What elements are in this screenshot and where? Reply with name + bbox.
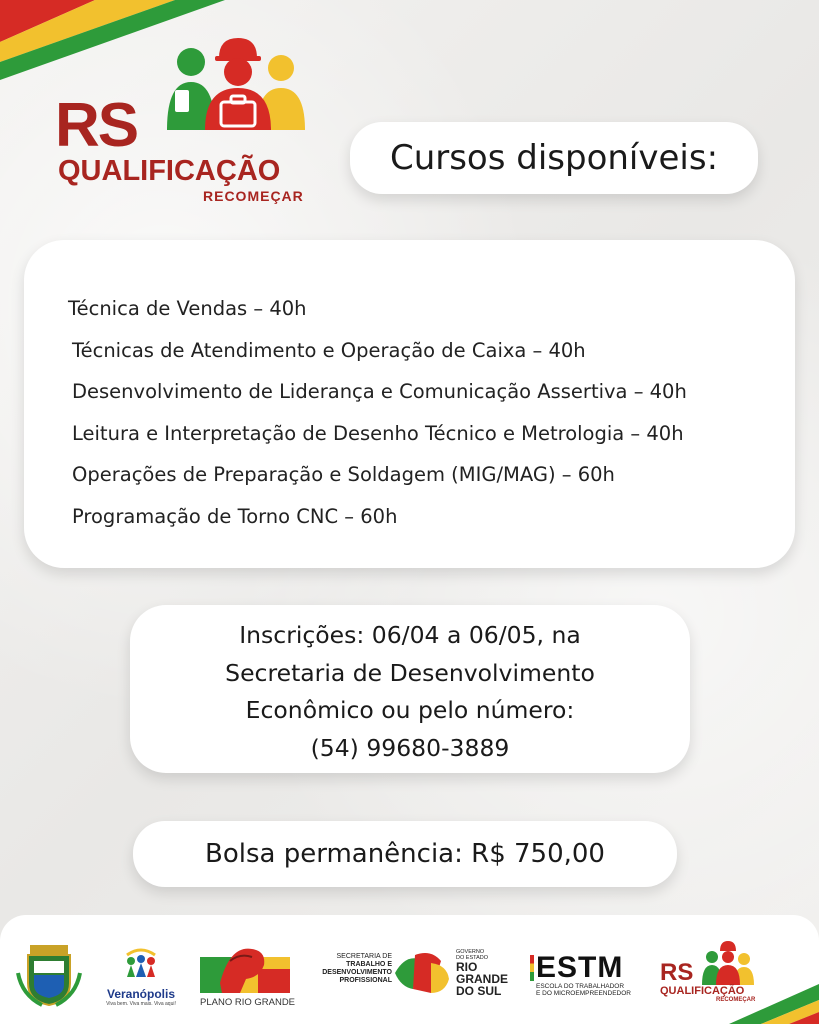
footer-sponsors [0,915,819,1024]
governo-rs-logo [456,949,508,997]
signup-phone: (54) 99680-3889 [310,733,510,762]
governo-big-line: GRANDE [456,972,509,986]
page-title: Cursos disponíveis: [389,138,719,178]
estm-logo [530,953,640,997]
governo-big-line: DO SUL [456,984,502,998]
estm-text: ESTM [536,951,624,984]
handshake-fist-icon [200,939,290,995]
course-item: Técnica de Vendas – 40h [68,297,307,320]
secretaria-trabalho-logo [322,953,392,985]
signup-line: Inscrições: 06/04 a 06/05, na [239,621,581,649]
municipal-coat-of-arms-icon [16,943,82,1009]
rs-government-mark-icon [395,949,449,997]
signup-line: Econômico ou pelo número: [245,696,575,724]
estm-title [530,953,640,983]
logo-recomecar-text: RECOMEÇAR [203,188,304,204]
bolsa-card [133,821,677,887]
secretaria-line: SECRETARIA DE [336,953,392,960]
plano-label: PLANO RIO GRANDE [200,997,296,1008]
governo-small-line: DO ESTADO [456,955,488,961]
course-item: Programação de Torno CNC – 60h [72,504,398,528]
logo-qualificacao-text: QUALIFICAÇÃO [58,155,281,187]
veranopolis-tagline: Viva bem. Viva mais. Viva aqui! [106,1001,176,1007]
governo-small-line: GOVERNO [456,949,485,955]
veranopolis-people-icon [121,945,161,979]
signup-line: Secretaria de Desenvolvimento [225,658,595,687]
courses-list [68,288,687,537]
rs-qualificacao-logo [55,30,325,215]
estm-subtitle: E DO MICROEMPREENDEDOR [536,990,631,997]
course-item: Operações de Preparação e Soldagem (MIG/MAG) – 60h [72,463,615,486]
course-item: Desenvolvimento de Liderança e Comunicação Assertiva – 40h [72,380,687,403]
veranopolis-logo [105,945,177,1015]
workers-icon [153,30,323,130]
governo-big-line: RIO [456,960,478,974]
signup-card [130,605,690,773]
small-logo-recomecar: RECOMEÇAR [716,997,756,1003]
secretaria-line: TRABALHO E [346,961,392,968]
title-pill [350,122,758,194]
estm-subtitle: ESCOLA DO TRABALHADOR [536,983,625,990]
small-logo-rs: RS [660,959,694,986]
courses-card [24,240,795,568]
secretaria-line: DESENVOLVIMENTO [322,969,392,976]
estm-flag-bar [530,955,534,981]
logo-rs-text: RS [55,91,138,160]
veranopolis-name: Veranópolis [106,987,176,1001]
course-item: Leitura e Interpretação de Desenho Técnico e Metrologia – 40h [72,421,684,445]
bolsa-text: Bolsa permanência: R$ 750,00 [205,839,605,869]
secretaria-line: PROFISSIONAL [339,977,392,984]
small-logo-qualificacao: QUALIFICAÇÃO [660,985,745,997]
plano-rio-grande-logo [200,939,296,1011]
course-item: Técnicas de Atendimento e Operação de Caixa – 40h [72,338,586,362]
flag-stripe-bottom-right [699,944,819,1024]
